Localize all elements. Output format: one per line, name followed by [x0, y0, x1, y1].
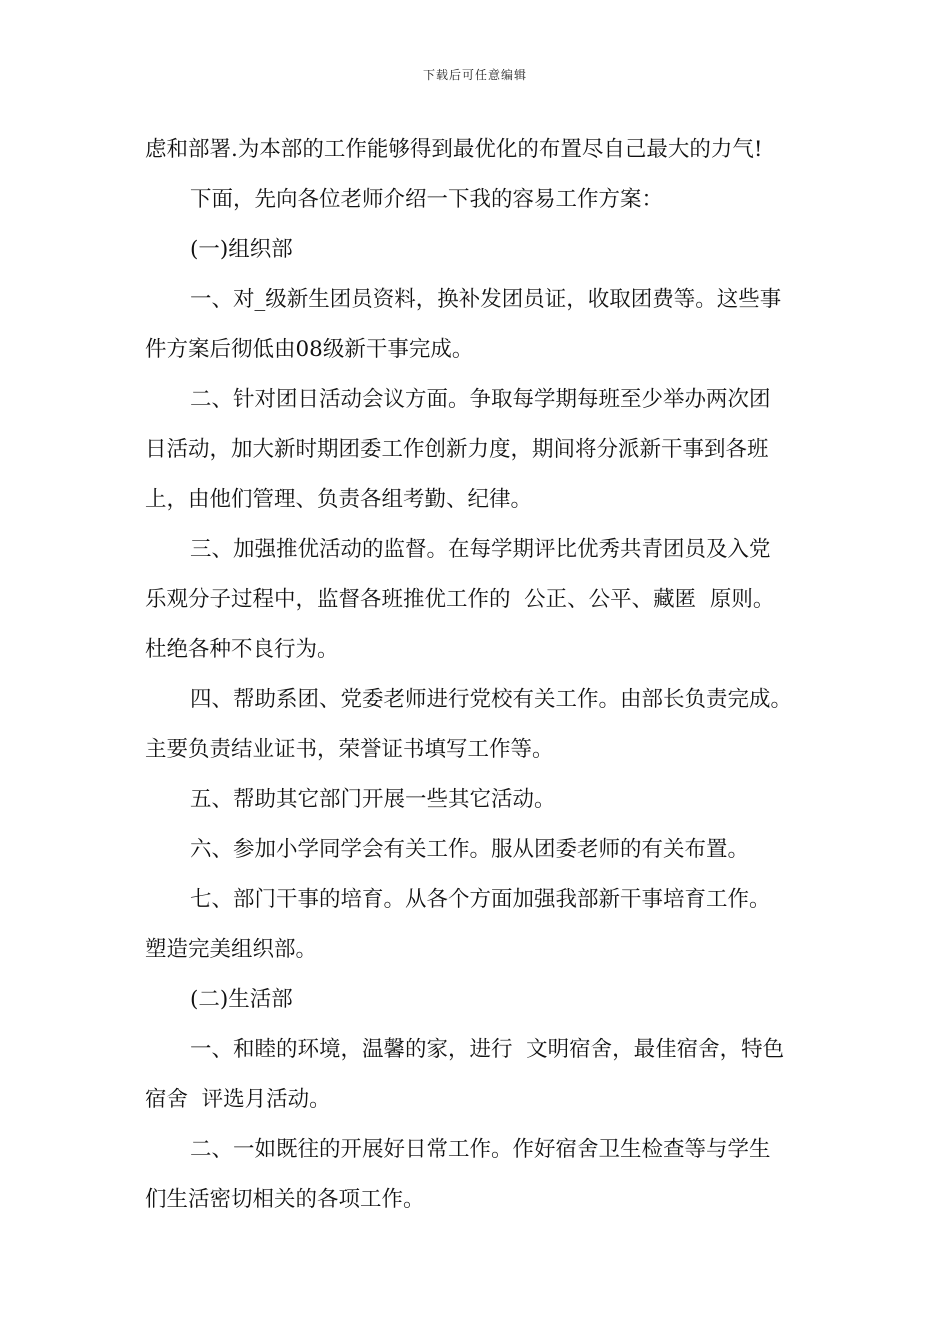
paragraph-line: 虑和部署.为本部的工作能够得到最优化的布置尽自己最大的力气! [145, 137, 763, 162]
paragraph-line: 六、参加小学同学会有关工作。服从团委老师的有关布置。 [190, 837, 750, 862]
paragraph-line: 们生活密切相关的各项工作。 [145, 1187, 425, 1212]
paragraph-line: 五、帮助其它部门开展一些其它活动。 [190, 787, 556, 812]
paragraph-line: 一、对_级新生团员资料，换补发团员证，收取团费等。这些事 [190, 287, 782, 312]
paragraph-line: 下面，先向各位老师介绍一下我的容易工作方案： [190, 187, 664, 212]
paragraph-line: 件方案后彻低由08级新干事完成。 [145, 337, 474, 362]
paragraph-line: 杜绝各种不良行为。 [145, 637, 339, 662]
page-header: 下载后可任意编辑 [422, 68, 527, 82]
paragraph-line: 主要负责结业证书，荣誉证书填写工作等。 [145, 737, 554, 762]
paragraph-line: 塑造完美组织部。 [145, 937, 318, 962]
paragraph-line: 日活动，加大新时期团委工作创新力度，期间将分派新干事到各班 [145, 437, 769, 462]
paragraph-line: 一、和睦的环境，温馨的家，进行 文明宿舍，最佳宿舍，特色 [190, 1037, 785, 1062]
section-heading: (一)组织部 [190, 237, 293, 262]
paragraph-line: 二、针对团日活动会议方面。争取每学期每班至少举办两次团 [190, 387, 771, 412]
paragraph-line: 二、一如既往的开展好日常工作。作好宿舍卫生检查等与学生 [190, 1137, 771, 1162]
paragraph-line: 上，由他们管理、负责各组考勤、纪律。 [145, 487, 533, 512]
paragraph-line: 七、部门干事的培育。从各个方面加强我部新干事培育工作。 [190, 887, 771, 912]
paragraph-line: 三、加强推优活动的监督。在每学期评比优秀共青团员及入党 [190, 537, 771, 562]
section-heading: (二)生活部 [190, 987, 293, 1012]
paragraph-line: 乐观分子过程中，监督各班推优工作的 公正、公平、藏匿 原则。 [145, 587, 775, 612]
paragraph-line: 四、帮助系团、党委老师进行党校有关工作。由部长负责完成。 [190, 687, 793, 712]
paragraph-line: 宿舍 评选月活动。 [145, 1087, 331, 1112]
